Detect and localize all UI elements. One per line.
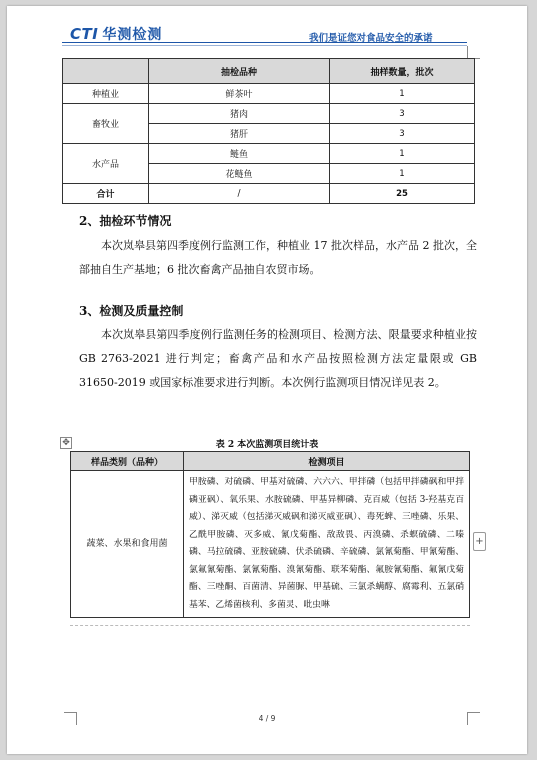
page-number: 4 / 9 <box>258 714 276 723</box>
section-heading: 2、抽检环节情况 <box>79 214 172 228</box>
section-paragraph <box>79 234 477 282</box>
table-header-cell <box>63 59 149 84</box>
total-count-cell: 25 <box>330 184 475 204</box>
total-item-cell: / <box>149 184 330 204</box>
table-header-row <box>63 59 475 84</box>
table-header-cell: 抽样数量，批次 <box>330 59 475 84</box>
logo-latin: CTI <box>70 25 99 43</box>
table-header-row <box>71 452 470 471</box>
header-slogan: 我们是证您对食品安全的承诺 <box>309 33 433 44</box>
count-cell: 1 <box>330 164 475 184</box>
header-rule <box>62 42 467 43</box>
table-caption: 表 2 本次监测项目统计表 <box>215 440 319 450</box>
monitoring-items-table <box>70 451 470 618</box>
table-row <box>71 471 470 618</box>
table-row <box>63 144 475 164</box>
logo-chinese: 华测检测 <box>102 27 163 43</box>
document-page <box>7 6 527 754</box>
count-cell: 3 <box>330 104 475 124</box>
item-cell: 鲜茶叶 <box>149 84 330 104</box>
table-row <box>63 84 475 104</box>
table-header-cell: 样品类别（品种） <box>71 452 184 471</box>
item-cell: 鲢鱼 <box>149 144 330 164</box>
count-cell: 1 <box>330 144 475 164</box>
count-cell: 3 <box>330 124 475 144</box>
category-cell: 种植业 <box>63 84 149 104</box>
header-rule-secondary <box>62 45 467 46</box>
table-header-cell: 抽检品种 <box>149 59 330 84</box>
table-move-handle-icon[interactable]: ✥ <box>60 437 72 449</box>
table-row <box>63 104 475 124</box>
category-cell: 水产品 <box>63 144 149 184</box>
sampling-table <box>62 58 475 204</box>
section-heading: 3、检测及质量控制 <box>79 304 184 318</box>
test-items-cell: 甲胺磷、对硫磷、甲基对硫磷、六六六、甲拌磷（包括甲拌磷砜和甲拌磷亚砜）、氧乐果、水胺硫磷、甲基异柳磷、克百威（包括 3-羟基克百威）、涕灭威（包括涕灭威砜和涕灭威亚砜）、毒死蜱、三唑磷、乐果、乙酰甲胺磷、灭多威、氰戊菊酯、敌敌畏、丙溴磷、杀螟硫磷、二嗪磷、马拉硫磷、亚胺硫磷、伏杀硫磷、辛硫磷、氯氰菊酯、甲氰菊酯、氯氟氰菊酯、氯氰菊酯、溴氰菊酯、联苯菊酯、氟胺氰菊酯、氟氰戊菊酯、三唑酮、百菌清、异菌脲、甲基硫、三氯杀螨醇、腐霉利、五氯硝基苯、乙烯菌核利、多菌灵、吡虫啉 <box>184 471 470 618</box>
paragraph-text: 本次岚皋县第四季度例行监测任务的检测项目、检测方法、限量要求种植业按 GB 2763-2021 进行判定；畜禽产品和水产品按照检测方法定量限或 GB 31650-2019 或国家标准要求进行判断。本次例行监测项目情况详见表 2。 <box>79 328 477 389</box>
category-cell: 畜牧业 <box>63 104 149 144</box>
count-cell: 1 <box>330 84 475 104</box>
section-paragraph <box>79 323 477 395</box>
company-logo <box>70 24 162 44</box>
item-cell: 花鲢鱼 <box>149 164 330 184</box>
table-total-row <box>63 184 475 204</box>
item-cell: 猪肉 <box>149 104 330 124</box>
total-label-cell: 合计 <box>63 184 149 204</box>
table-header-cell: 检测项目 <box>184 452 470 471</box>
add-row-button[interactable]: + <box>473 532 486 551</box>
paragraph-text: 本次岚皋县第四季度例行监测工作，种植业 17 批次样品，水产品 2 批次，全部抽自生产基地；6 批次畜禽产品抽自农贸市场。 <box>79 239 477 276</box>
page-break-line <box>70 625 470 626</box>
item-cell: 猪肝 <box>149 124 330 144</box>
category-cell: 蔬菜、水果和食用菌 <box>71 471 184 618</box>
